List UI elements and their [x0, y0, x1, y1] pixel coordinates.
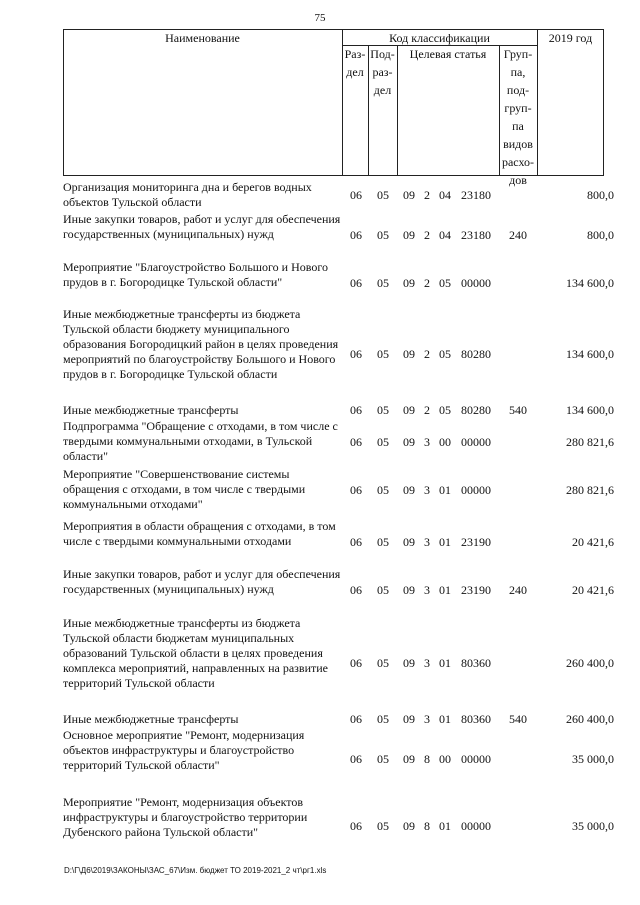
row-target-program: 09 [403, 347, 415, 361]
row-amount: 134 600,0 [566, 276, 614, 290]
row-target-program: 09 [403, 276, 415, 290]
row-amount: 20 421,6 [572, 535, 614, 549]
row-target-event: 04 [439, 188, 451, 202]
row-target-event: 01 [439, 712, 451, 726]
row-amount: 260 400,0 [566, 656, 614, 670]
row-subsection: 05 [377, 347, 389, 361]
row-subsection: 05 [377, 819, 389, 833]
row-target-event: 04 [439, 228, 451, 242]
row-name: Иные межбюджетные трансферты из бюджета Тульской области бюджету муниципального образования Богородицкий район в целях проведения мероприятий по благоустройству Большого и Нового прудов в г. Богородицке Тульской области [63, 307, 339, 381]
row-amount: 134 600,0 [566, 403, 614, 417]
header-name: Наименование [165, 31, 240, 45]
row-target-subprogram: 3 [424, 656, 430, 670]
row-section: 06 [350, 483, 362, 497]
row-target-subprogram: 3 [424, 535, 430, 549]
row-target-subprogram: 2 [424, 403, 430, 417]
row-section: 06 [350, 403, 362, 417]
row-target-subprogram: 8 [424, 819, 430, 833]
row-target-program: 09 [403, 403, 415, 417]
header-divider [397, 45, 398, 176]
row-name: Мероприятие "Совершенствование системы обращения с отходами, в том числе с твердыми коммунальными отходами" [63, 467, 306, 511]
row-name: Основное мероприятие "Ремонт, модернизация объектов инфраструктуры и благоустройство территорий Тульской области" [63, 728, 305, 772]
row-amount: 35 000,0 [572, 752, 614, 766]
header-divider [537, 29, 538, 176]
row-subsection: 05 [377, 228, 389, 242]
row-target-event: 01 [439, 656, 451, 670]
row-amount: 280 821,6 [566, 483, 614, 497]
row-target-direction: 80360 [461, 656, 491, 670]
row-target-event: 01 [439, 583, 451, 597]
row-target-event: 01 [439, 483, 451, 497]
row-name: Мероприятие "Благоустройство Большого и Нового прудов в г. Богородицке Тульской области" [63, 260, 328, 289]
row-subsection: 05 [377, 535, 389, 549]
row-target-event: 01 [439, 535, 451, 549]
row-section: 06 [350, 535, 362, 549]
row-target-program: 09 [403, 583, 415, 597]
row-target-program: 09 [403, 228, 415, 242]
header-expense-group: Груп- па, под- груп- па видов расхо- дов [501, 47, 535, 187]
row-amount: 35 000,0 [572, 819, 614, 833]
row-name: Мероприятие "Ремонт, модернизация объектов инфраструктуры и благоустройство территории Дубенского района Тульской области" [63, 795, 308, 839]
row-target-program: 09 [403, 188, 415, 202]
row-section: 06 [350, 347, 362, 361]
header-subsection: Под- раз- дел [370, 47, 395, 97]
row-expense-group: 240 [509, 228, 527, 242]
row-section: 06 [350, 712, 362, 726]
row-subsection: 05 [377, 435, 389, 449]
row-target-program: 09 [403, 483, 415, 497]
row-target-subprogram: 3 [424, 712, 430, 726]
header-year: 2019 год [548, 31, 593, 45]
row-section: 06 [350, 819, 362, 833]
row-target-event: 00 [439, 435, 451, 449]
row-section: 06 [350, 435, 362, 449]
row-expense-group: 240 [509, 583, 527, 597]
row-target-direction: 23180 [461, 228, 491, 242]
row-target-direction: 00000 [461, 435, 491, 449]
row-amount: 134 600,0 [566, 347, 614, 361]
row-target-subprogram: 3 [424, 583, 430, 597]
header-section: Раз- дел [344, 47, 366, 79]
row-target-direction: 23190 [461, 583, 491, 597]
row-target-event: 01 [439, 819, 451, 833]
row-target-direction: 00000 [461, 276, 491, 290]
row-target-direction: 00000 [461, 819, 491, 833]
page-number: 75 [314, 12, 326, 24]
row-amount: 20 421,6 [572, 583, 614, 597]
file-path-footer: D:\Г\Д6\2019\ЗАКОНЫ\ЗАС_67\Изм. бюджет ТО 2019-2021_2 чт\рг1.xls [64, 866, 327, 875]
row-amount: 800,0 [587, 188, 614, 202]
row-amount: 800,0 [587, 228, 614, 242]
row-target-direction: 80280 [461, 347, 491, 361]
row-target-program: 09 [403, 819, 415, 833]
row-expense-group: 540 [509, 403, 527, 417]
row-subsection: 05 [377, 656, 389, 670]
row-name: Иные закупки товаров, работ и услуг для обеспечения государственных (муниципальных) нужд [63, 567, 341, 596]
row-name: Мероприятия в области обращения с отходами, в том числе с твердыми коммунальными отходами [63, 519, 336, 548]
row-target-direction: 80280 [461, 403, 491, 417]
header-classification-code: Код классификации [389, 31, 490, 45]
row-amount: 260 400,0 [566, 712, 614, 726]
row-target-program: 09 [403, 435, 415, 449]
row-amount: 280 821,6 [566, 435, 614, 449]
row-target-event: 00 [439, 752, 451, 766]
row-expense-group: 540 [509, 712, 527, 726]
row-target-subprogram: 2 [424, 347, 430, 361]
row-subsection: 05 [377, 276, 389, 290]
row-target-direction: 23190 [461, 535, 491, 549]
row-subsection: 05 [377, 188, 389, 202]
row-section: 06 [350, 752, 362, 766]
row-section: 06 [350, 276, 362, 290]
row-target-subprogram: 3 [424, 483, 430, 497]
row-name: Иные межбюджетные трансферты [63, 403, 239, 417]
row-target-subprogram: 2 [424, 276, 430, 290]
row-subsection: 05 [377, 403, 389, 417]
row-section: 06 [350, 188, 362, 202]
row-target-subprogram: 2 [424, 188, 430, 202]
row-name: Иные закупки товаров, работ и услуг для обеспечения государственных (муниципальных) нужд [63, 212, 341, 241]
row-section: 06 [350, 228, 362, 242]
row-target-subprogram: 2 [424, 228, 430, 242]
row-target-program: 09 [403, 712, 415, 726]
row-target-event: 05 [439, 403, 451, 417]
row-name: Организация мониторинга дна и берегов водных объектов Тульской области [63, 180, 312, 209]
row-target-event: 05 [439, 347, 451, 361]
header-target-article: Целевая статья [409, 47, 487, 61]
row-name: Иные межбюджетные трансферты [63, 712, 239, 726]
row-target-program: 09 [403, 656, 415, 670]
row-target-subprogram: 8 [424, 752, 430, 766]
row-subsection: 05 [377, 583, 389, 597]
row-subsection: 05 [377, 712, 389, 726]
row-target-direction: 80360 [461, 712, 491, 726]
row-target-event: 05 [439, 276, 451, 290]
row-subsection: 05 [377, 483, 389, 497]
row-name: Подпрограмма "Обращение с отходами, в том числе с твердыми коммунальными отходами, в Тульской области" [63, 419, 338, 463]
row-section: 06 [350, 583, 362, 597]
row-target-direction: 00000 [461, 483, 491, 497]
row-section: 06 [350, 656, 362, 670]
row-target-direction: 23180 [461, 188, 491, 202]
row-name: Иные межбюджетные трансферты из бюджета Тульской области бюджетам муниципальных образований Тульской области в целях проведения комплекса мероприятий, направленных на развитие территорий Тульской области [63, 616, 328, 690]
row-target-subprogram: 3 [424, 435, 430, 449]
row-target-direction: 00000 [461, 752, 491, 766]
row-target-program: 09 [403, 752, 415, 766]
row-subsection: 05 [377, 752, 389, 766]
row-target-program: 09 [403, 535, 415, 549]
